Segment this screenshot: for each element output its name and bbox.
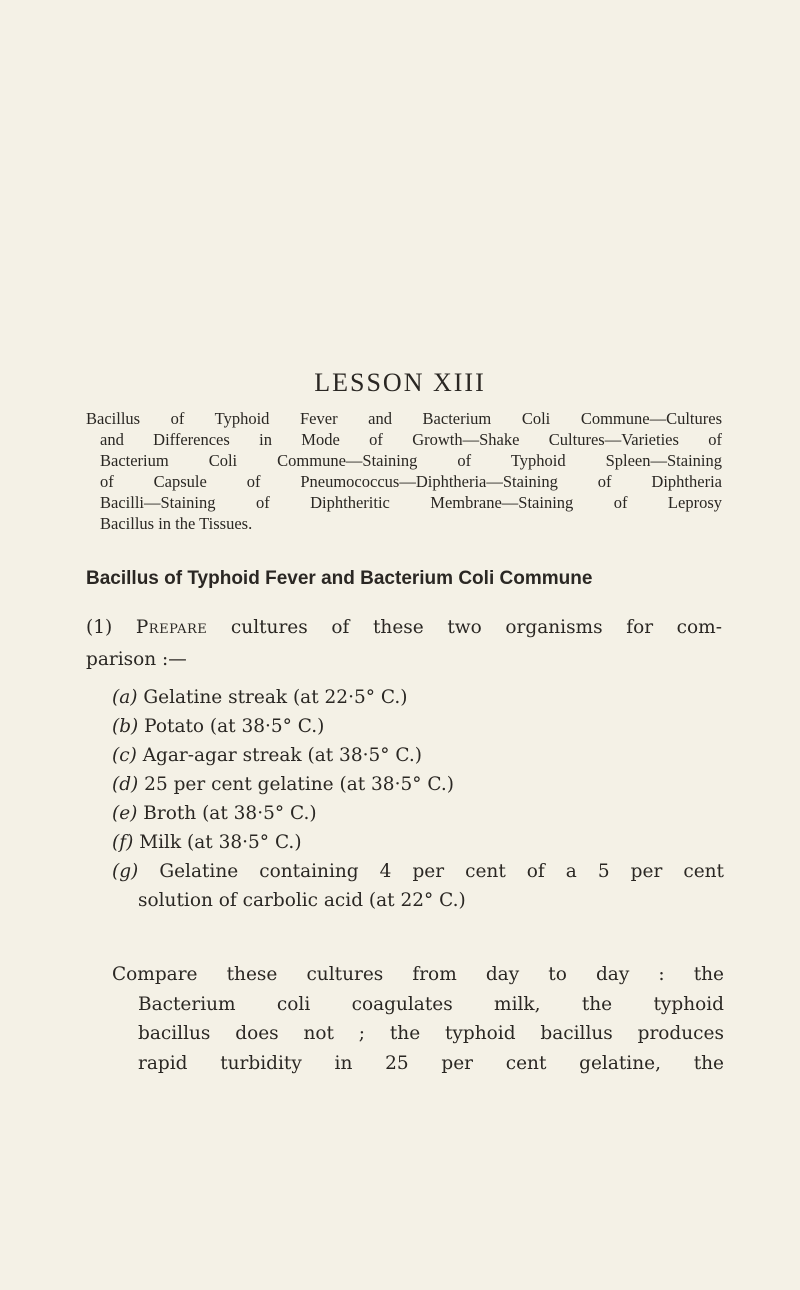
list-item <box>112 770 724 799</box>
compare-paragraph <box>112 960 724 1078</box>
list-item <box>112 683 724 712</box>
item-marker: (a) <box>112 687 138 708</box>
list-item <box>112 828 724 857</box>
item-text: Agar-agar streak (at 38·5° C.) <box>142 745 422 766</box>
item-g-continuation: solution of carbolic acid (at 22° C.) <box>138 890 466 911</box>
item-text: Milk (at 38·5° C.) <box>139 832 302 853</box>
section-heading: Bacillus of Typhoid Fever and Bacterium Coli Commune <box>86 568 593 589</box>
list-item <box>112 857 724 915</box>
summary-line: Bacilli—Staining of Diphtheritic Membrane—Staining of Leprosy <box>100 493 722 512</box>
item-g-line <box>112 857 724 886</box>
compare-line: bacillus does not ; the typhoid bacillus produces <box>138 1023 724 1044</box>
compare-line: Bacterium coli coagulates milk, the typhoid <box>138 993 724 1015</box>
list-item <box>112 799 724 828</box>
item-marker: (c) <box>112 745 137 766</box>
list-item <box>112 741 724 770</box>
lesson-summary <box>86 408 722 534</box>
summary-line: of Capsule of Pneumococcus—Diphtheria—Staining of Diphtheria <box>100 472 722 491</box>
item-text: Gelatine containing 4 per cent of a 5 per cent <box>159 861 724 882</box>
compare-line: rapid turbidity in 25 per cent gelatine, the <box>138 1052 724 1074</box>
item-marker: (e) <box>112 803 138 824</box>
item-text: 25 per cent gelatine (at 38·5° C.) <box>144 774 454 795</box>
item-text: Broth (at 38·5° C.) <box>143 803 317 824</box>
item-marker: (g) <box>112 861 139 882</box>
item-text: Potato (at 38·5° C.) <box>144 716 325 737</box>
item-marker: (d) <box>112 774 139 795</box>
step-number: (1) <box>86 617 113 638</box>
step-1-line <box>86 612 722 644</box>
summary-line: and Differences in Mode of Growth—Shake Cultures—Varieties of <box>100 430 722 449</box>
list-item <box>112 712 724 741</box>
culture-list <box>112 683 724 915</box>
step-1-line: parison :— <box>86 649 187 670</box>
compare-line: Compare these cultures from day to day : the <box>112 964 724 985</box>
lesson-title: LESSON XIII <box>314 368 486 397</box>
step-1-paragraph <box>86 612 722 676</box>
item-marker: (f) <box>112 832 134 853</box>
summary-line: Bacillus of Typhoid Fever and Bacterium Coli Commune—Cultures <box>86 409 722 428</box>
step-keyword: Prepare <box>135 617 208 638</box>
summary-line: Bacterium Coli Commune—Staining of Typhoid Spleen—Staining <box>100 451 722 470</box>
item-marker: (b) <box>112 716 139 737</box>
item-text: Gelatine streak (at 22·5° C.) <box>143 687 408 708</box>
step-text: cultures of these two organisms for com- <box>230 617 722 638</box>
summary-line: Bacillus in the Tissues. <box>100 514 253 533</box>
